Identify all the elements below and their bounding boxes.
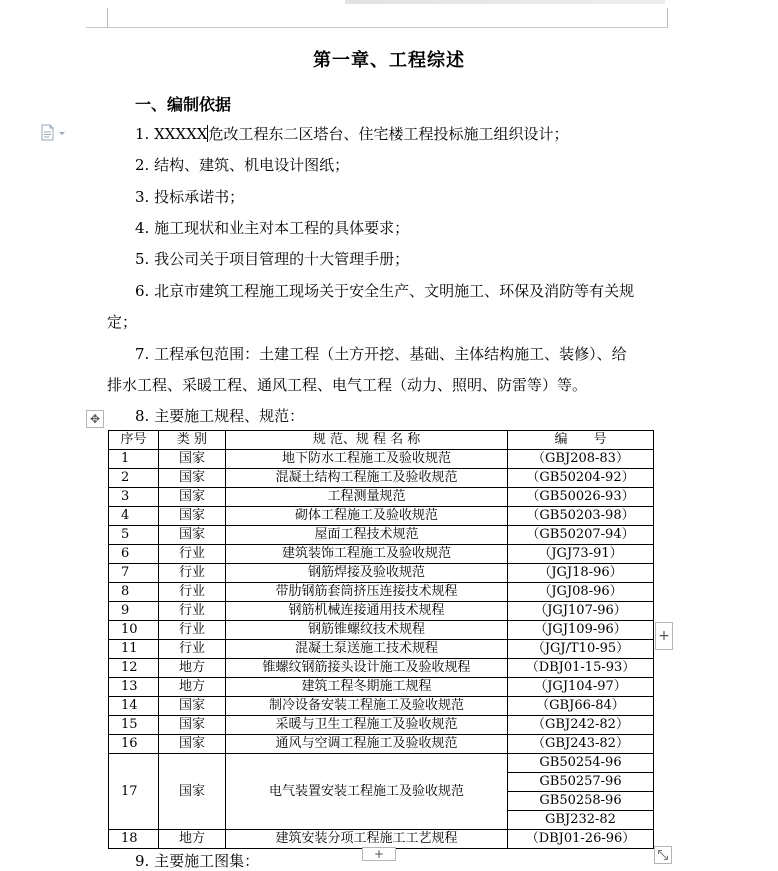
- spec-table: [108, 430, 654, 849]
- table-row: [109, 583, 654, 602]
- add-row-button[interactable]: +: [362, 847, 396, 861]
- cell-name: 砌体工程施工及验收规范: [226, 507, 508, 526]
- cell-name: 制冷设备安装工程施工及验收规范: [226, 697, 508, 716]
- basis-item-4: 4. 施工现状和业主对本工程的具体要求；: [135, 219, 410, 237]
- cell-seq: 12: [109, 659, 159, 678]
- cell-name: 带肋钢筋套筒挤压连接技术规程: [226, 583, 508, 602]
- table-row: [109, 469, 654, 488]
- cell-name: 建筑工程冬期施工规程: [226, 678, 508, 697]
- table-row: [109, 621, 654, 640]
- cell-seq: 11: [109, 640, 159, 659]
- diagonal-resize-icon[interactable]: [654, 846, 672, 864]
- cell-code: GB50254-96: [508, 754, 654, 773]
- cell-seq: 16: [109, 735, 159, 754]
- cell-name: 采暖与卫生工程施工及验收规范: [226, 716, 508, 735]
- cell-name: 建筑装饰工程施工及验收规范: [226, 545, 508, 564]
- cell-seq: 5: [109, 526, 159, 545]
- cell-code: （GBJ242-82）: [508, 716, 654, 735]
- basis-item-5: 5. 我公司关于项目管理的十大管理手册；: [135, 250, 410, 268]
- cell-seq: 6: [109, 545, 159, 564]
- table-move-handle[interactable]: ✥: [86, 410, 104, 428]
- table-row: [109, 716, 654, 735]
- cell-seq: 14: [109, 697, 159, 716]
- item-1-text: 危改工程东二区塔台、住宅楼工程投标施工组织设计；: [208, 125, 569, 143]
- basis-item-3: 3. 投标承诺书；: [135, 188, 245, 206]
- header-seq: 序号: [109, 431, 159, 450]
- cell-seq: 15: [109, 716, 159, 735]
- cell-code: GB50257-96: [508, 773, 654, 792]
- cell-code: （GBJ66-84）: [508, 697, 654, 716]
- cell-name: 工程测量规范: [226, 488, 508, 507]
- cell-category: 行业: [159, 640, 226, 659]
- cell-seq: 3: [109, 488, 159, 507]
- cell-name: 钢筋焊接及验收规范: [226, 564, 508, 583]
- cell-category: 行业: [159, 545, 226, 564]
- table-row: [109, 450, 654, 469]
- scrolled-text-ghost: [345, 0, 665, 4]
- cell-code: （GBJ243-82）: [508, 735, 654, 754]
- cell-code: （JGJ18-96）: [508, 564, 654, 583]
- basis-item-7-line2: 排水工程、采暖工程、通风工程、电气工程（动力、照明、防雷等）等。: [107, 376, 588, 394]
- cell-code: （JGJ/T10-95）: [508, 640, 654, 659]
- section-heading: 一、编制依据: [135, 95, 232, 114]
- cell-category: 行业: [159, 583, 226, 602]
- basis-item-1: [135, 123, 569, 144]
- cell-category: 国家: [159, 754, 226, 830]
- table-row: [109, 564, 654, 583]
- cell-name: 混凝土结构工程施工及验收规范: [226, 469, 508, 488]
- basis-item-2: 2. 结构、建筑、机电设计图纸；: [135, 156, 350, 174]
- cell-category: 国家: [159, 697, 226, 716]
- basis-item-6-line1: 6. 北京市建筑工程施工现场关于安全生产、文明施工、环保及消防等有关规: [135, 282, 635, 300]
- cell-category: 地方: [159, 830, 226, 849]
- cell-name: 建筑安装分项工程施工工艺规程: [226, 830, 508, 849]
- cell-code: GBJ232-82: [508, 811, 654, 830]
- chapter-title: 第一章、工程综述: [313, 50, 465, 71]
- cell-code: （GB50026-93）: [508, 488, 654, 507]
- cell-code: （JGJ08-96）: [508, 583, 654, 602]
- table-row: [109, 659, 654, 678]
- cell-code: （JGJ107-96）: [508, 602, 654, 621]
- cell-name: 锥螺纹钢筋接头设计施工及验收规程: [226, 659, 508, 678]
- cell-code: （JGJ73-91）: [508, 545, 654, 564]
- table-row: [109, 640, 654, 659]
- basis-item-6-line2: 定；: [107, 313, 138, 331]
- cell-category: 地方: [159, 678, 226, 697]
- table-row: [109, 545, 654, 564]
- table-row: [109, 678, 654, 697]
- cell-code: （JGJ104-97）: [508, 678, 654, 697]
- basis-item-8: 8. 主要施工规程、规范：: [135, 407, 305, 425]
- cell-name: 地下防水工程施工及验收规范: [226, 450, 508, 469]
- cell-category: 地方: [159, 659, 226, 678]
- cell-seq: 17: [109, 754, 159, 830]
- cell-seq: 18: [109, 830, 159, 849]
- document-dropdown-icon[interactable]: [40, 124, 68, 142]
- cell-code: （GB50207-94）: [508, 526, 654, 545]
- cell-category: 行业: [159, 602, 226, 621]
- cell-seq: 13: [109, 678, 159, 697]
- table-row: [109, 602, 654, 621]
- basis-item-7-line1: 7. 工程承包范围：土建工程（土方开挖、基础、主体结构施工、装修）、给: [135, 345, 627, 363]
- table-header-row: [109, 431, 654, 450]
- cell-category: 国家: [159, 450, 226, 469]
- cell-category: 国家: [159, 507, 226, 526]
- table-row: [109, 507, 654, 526]
- cell-category: 行业: [159, 564, 226, 583]
- cell-seq: 10: [109, 621, 159, 640]
- crop-mark-right: [667, 8, 668, 28]
- cell-seq: 1: [109, 450, 159, 469]
- cell-category: 国家: [159, 716, 226, 735]
- table-row: [109, 488, 654, 507]
- cell-code: （GB50204-92）: [508, 469, 654, 488]
- cell-category: 国家: [159, 526, 226, 545]
- table-row: [109, 526, 654, 545]
- cell-category: 国家: [159, 469, 226, 488]
- crop-mark-left: [107, 8, 108, 28]
- cell-category: 国家: [159, 488, 226, 507]
- cell-seq: 7: [109, 564, 159, 583]
- table-row: [109, 697, 654, 716]
- page-top-edge: [86, 27, 668, 28]
- cell-name: 屋面工程技术规范: [226, 526, 508, 545]
- cell-category: 国家: [159, 735, 226, 754]
- basis-item-9: 9. 主要施工图集：: [135, 852, 260, 870]
- header-name: 规 范、规 程 名 称: [226, 431, 508, 450]
- cell-code: （GB50203-98）: [508, 507, 654, 526]
- header-code: 编 号: [508, 431, 654, 450]
- cell-name: 通风与空调工程施工及验收规范: [226, 735, 508, 754]
- cell-name: 钢筋锥螺纹技术规程: [226, 621, 508, 640]
- cell-name: 钢筋机械连接通用技术规程: [226, 602, 508, 621]
- table-row: [109, 754, 654, 773]
- cell-seq: 9: [109, 602, 159, 621]
- cell-seq: 4: [109, 507, 159, 526]
- cell-code: （DBJ01-15-93）: [508, 659, 654, 678]
- cell-name: 混凝土泵送施工技术规程: [226, 640, 508, 659]
- add-column-button[interactable]: +: [655, 622, 673, 650]
- header-category: 类 别: [159, 431, 226, 450]
- item-1-prefix: 1. XXXXX: [135, 125, 208, 143]
- table-row: [109, 735, 654, 754]
- cell-seq: 8: [109, 583, 159, 602]
- cell-code: （GBJ208-83）: [508, 450, 654, 469]
- cell-seq: 2: [109, 469, 159, 488]
- cell-code: （JGJ109-96）: [508, 621, 654, 640]
- table-row: [109, 830, 654, 849]
- cell-name: 电气装置安装工程施工及验收规范: [226, 754, 508, 830]
- cell-code: （DBJ01-26-96）: [508, 830, 654, 849]
- cell-code: GB50258-96: [508, 792, 654, 811]
- cell-category: 行业: [159, 621, 226, 640]
